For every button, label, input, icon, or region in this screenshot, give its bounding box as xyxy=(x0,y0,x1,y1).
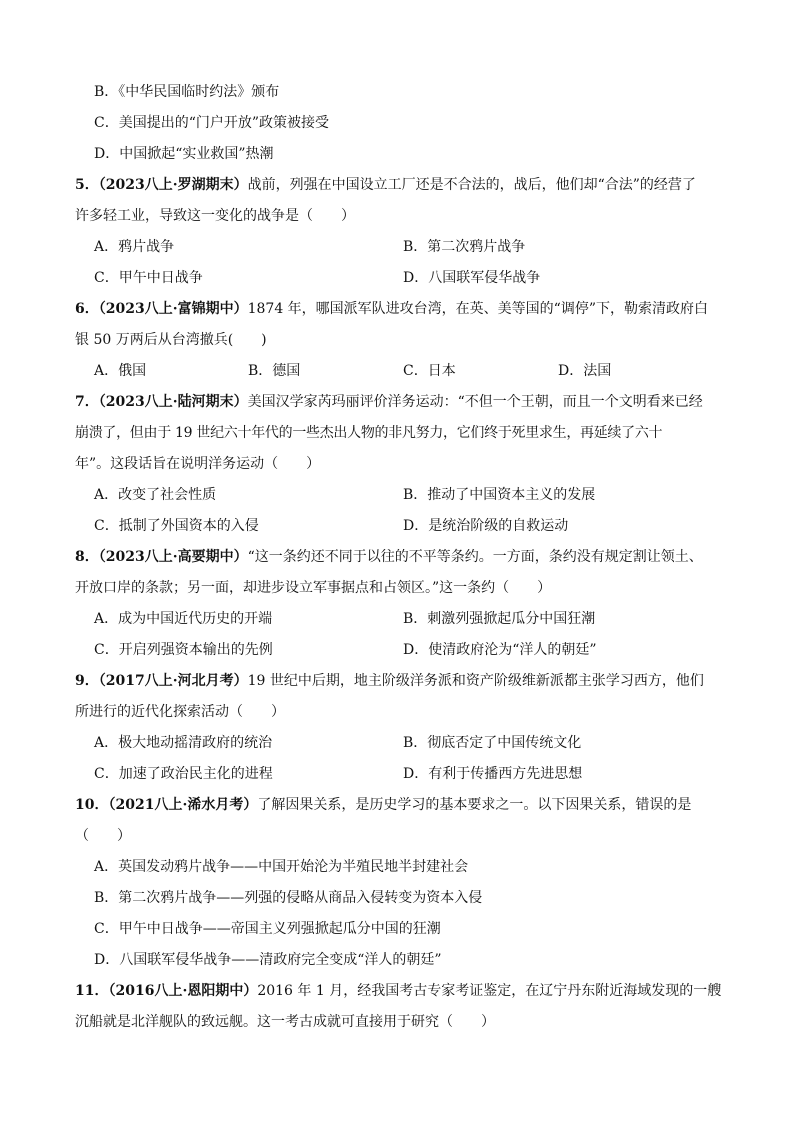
q7-stem-line3: 年”。这段话旨在说明洋务运动（ ） xyxy=(75,456,321,472)
q7-stem-line2: 崩溃了，但由于 19 世纪六十年代的一些杰出人物的非凡努力，它们终于死里求生，再延续了六十 xyxy=(75,425,663,441)
q4-option-b: B．《中华民国临时约法》颁布 xyxy=(94,84,280,100)
q8-option-b: B．刺激列强掀起瓜分中国狂潮 xyxy=(403,611,596,627)
q11-source: （2016八上·恩阳期中） xyxy=(108,983,258,999)
q5-option-a: A．鸦片战争 xyxy=(94,239,175,255)
q10-stem-line1 xyxy=(75,796,691,814)
q10-option-a: A．英国发动鸦片战争——中国开始沦为半殖民地半封建社会 xyxy=(94,859,469,875)
q5-stem-text: 战前，列强在中国设立工厂还是不合法的，战后，他们却“合法”的经营了 xyxy=(247,177,696,193)
q8-option-c: C．开启列强资本输出的先例 xyxy=(94,642,273,658)
q10-stem-text: 了解因果关系，是历史学习的基本要求之一。以下因果关系，错误的是 xyxy=(257,797,692,813)
q6-stem-line2: 银 50 万两后从台湾撤兵( ) xyxy=(75,332,267,348)
q5-source: （2023八上·罗湖期末） xyxy=(98,177,248,193)
q10-option-b: B．第二次鸦片战争——列强的侵略从商品入侵转变为资本入侵 xyxy=(94,890,483,906)
q7-option-c: C．抵制了外国资本的入侵 xyxy=(94,518,259,534)
q8-option-a: A．成为中国近代历史的开端 xyxy=(94,611,273,627)
q7-option-a: A．改变了社会性质 xyxy=(94,487,217,503)
q5-option-b: B．第二次鸦片战争 xyxy=(403,239,526,255)
q9-option-b: B．彻底否定了中国传统文化 xyxy=(403,735,582,751)
q8-stem-line2: 开放口岸的条款；另一面，却进步设立军事据点和占领区。”这一条约（ ） xyxy=(75,580,552,596)
q9-option-d: D．有利于传播西方先进思想 xyxy=(403,766,583,782)
q7-option-b: B．推动了中国资本主义的发展 xyxy=(403,487,596,503)
q6-stem-line1 xyxy=(75,300,708,318)
q9-source: （2017八上·河北月考） xyxy=(98,673,248,689)
q9-stem-text: 19 世纪中后期，地主阶级洋务派和资产阶级维新派都主张学习西方，他们 xyxy=(247,673,704,689)
q5-option-c: C．甲午中日战争 xyxy=(94,270,203,286)
q11-stem-line2: 沉船就是北洋舰队的致远舰。这一考古成就可直接用于研究（ ） xyxy=(75,1014,495,1030)
q6-option-d: D．法国 xyxy=(558,363,612,379)
q6-number: 6． xyxy=(75,301,99,317)
q5-stem-line1 xyxy=(75,176,696,194)
q5-number: 5． xyxy=(75,177,99,193)
q6-stem-text: 1874 年，哪国派军队进攻台湾，在英、美等国的“调停”下，勒索清政府白 xyxy=(247,301,708,317)
q9-option-c: C．加速了政治民主化的进程 xyxy=(94,766,273,782)
q11-number: 11． xyxy=(75,983,109,999)
q8-source: （2023八上·高要期中） xyxy=(98,549,248,565)
q11-stem-line1 xyxy=(75,982,721,1000)
q10-source: （2021八上·浠水月考） xyxy=(108,797,258,813)
q8-number: 8． xyxy=(75,549,99,565)
q10-number: 10． xyxy=(75,797,109,813)
q5-stem-line2: 许多轻工业，导致这一变化的战争是（ ） xyxy=(75,208,355,224)
q10-stem-line2: （ ） xyxy=(75,828,131,844)
q8-option-d: D．使清政府沦为“洋人的朝廷” xyxy=(403,642,597,658)
q6-option-a: A．俄国 xyxy=(94,363,147,379)
q9-stem-line2: 所进行的近代化探索活动（ ） xyxy=(75,704,285,720)
q9-option-a: A．极大地动摇清政府的统治 xyxy=(94,735,273,751)
q7-stem-text: 美国汉学家芮玛丽评价洋务运动：“不但一个王朝，而且一个文明看来已经 xyxy=(247,394,703,410)
q8-stem-text: “这一条约还不同于以往的不平等条约。一方面，条约没有规定割让领土、 xyxy=(247,549,703,565)
q4-option-c: C．美国提出的“门户开放”政策被接受 xyxy=(94,115,330,131)
q7-number: 7． xyxy=(75,394,99,410)
q7-source: （2023八上·陆河期末） xyxy=(98,394,248,410)
q11-stem-text: 2016 年 1 月，经我国考古专家考证鉴定，在辽宁丹东附近海域发现的一艘 xyxy=(257,983,722,999)
q6-source: （2023八上·富锦期中） xyxy=(98,301,248,317)
q6-option-b: B．德国 xyxy=(248,363,301,379)
q8-stem-line1 xyxy=(75,548,703,566)
q5-option-d: D．八国联军侵华战争 xyxy=(403,270,541,286)
q4-option-d: D．中国掀起“实业救国”热潮 xyxy=(94,146,274,162)
q7-option-d: D．是统治阶级的自救运动 xyxy=(403,518,569,534)
q6-option-c: C．日本 xyxy=(403,363,456,379)
q9-number: 9． xyxy=(75,673,99,689)
q9-stem-line1 xyxy=(75,672,704,690)
q7-stem-line1 xyxy=(75,393,703,411)
q10-option-d: D．八国联军侵华战争——清政府完全变成“洋人的朝廷” xyxy=(94,952,442,968)
q10-option-c: C．甲午中日战争——帝国主义列强掀起瓜分中国的狂潮 xyxy=(94,921,441,937)
